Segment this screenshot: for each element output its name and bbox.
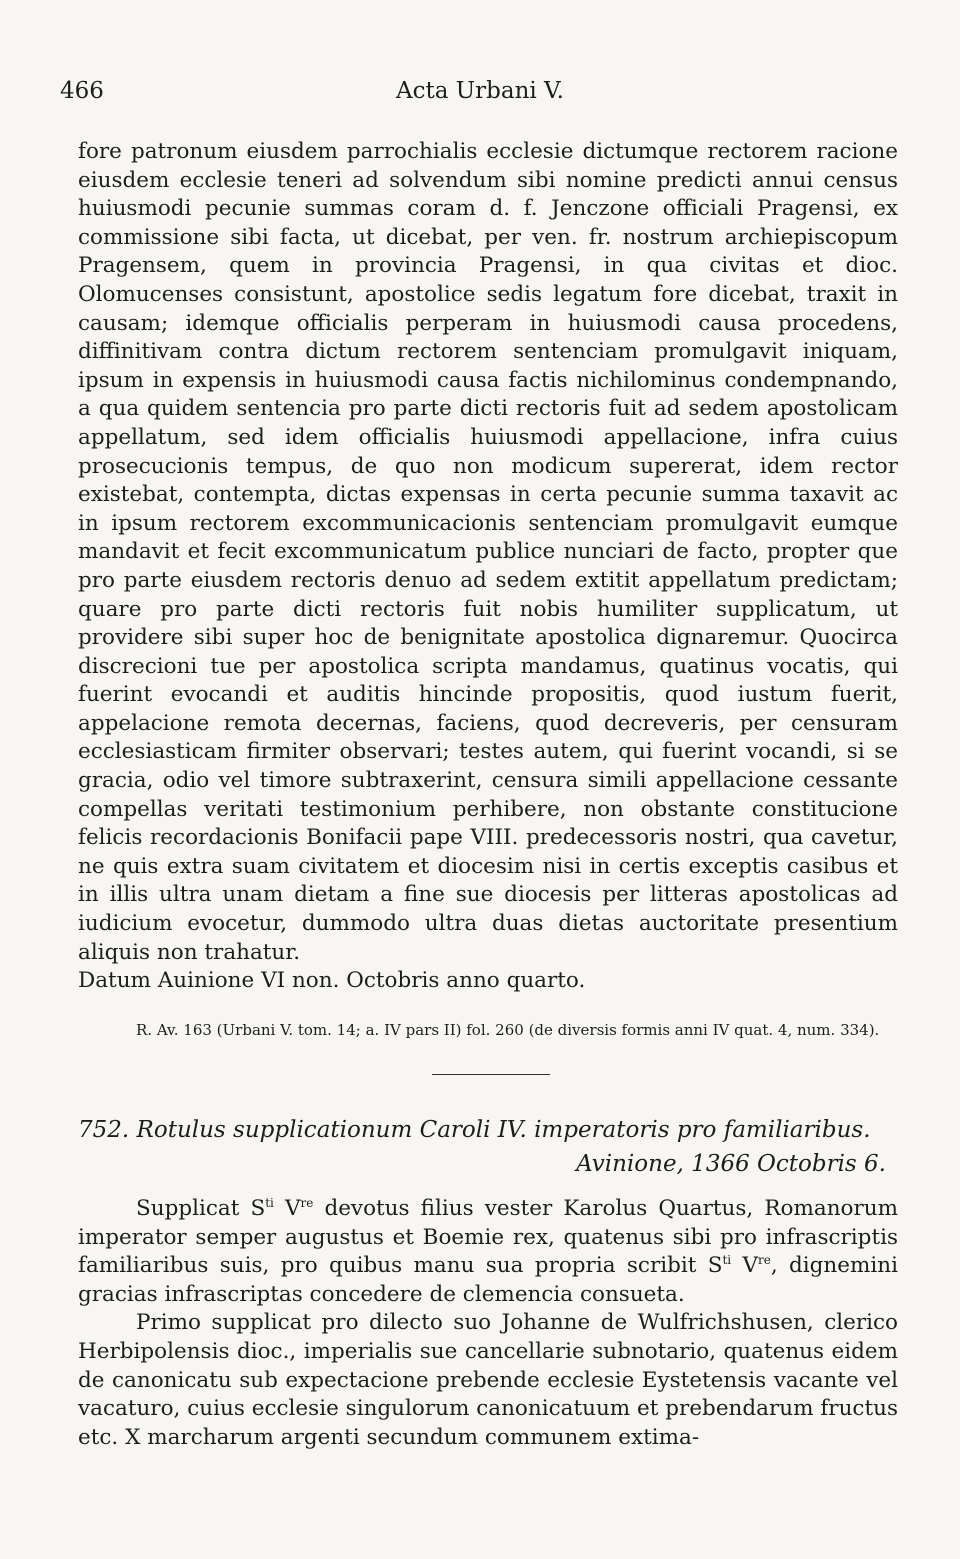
intro-text-a: Supplicat S	[136, 1196, 266, 1221]
superscript-re-2: re	[758, 1253, 771, 1268]
running-title: Acta Urbani V.	[396, 78, 564, 104]
supplication-intro-paragraph	[78, 1195, 898, 1309]
superscript-ti-2: ti	[722, 1253, 732, 1268]
entry-752-body	[78, 1195, 898, 1452]
letter-751-body	[78, 138, 898, 996]
intro-text-d: V	[731, 1253, 758, 1279]
page-number: 466	[60, 78, 104, 104]
letter-body-paragraph: fore patronum eiusdem parrochialis ecclesie dictumque rectorem racione eiusdem ecclesie teneri ad solvendum sibi nomine predicti annui census huiusmodi pecunie summas coram d. f. Jenczone officiali Pragensi, ex commissione sibi facta, ut dicebat, per ven. fr. nostrum archiepiscopum Pragensem, quem in provincia Pragensi, in qua civitas et dioc. Olomucenses consistunt, apostolice sedis legatum fore dicebat, traxit in causam; idemque officialis perperam in huiusmodi causa procedens, diffinitivam contra dictum rectorem sentenciam promulgavit iniquam, ipsum in expensis in huiusmodi causa factis nichilominus condempnando, a qua quidem sentencia pro parte dicti rectoris fuit ad sedem apostolicam appellatum, sed idem officialis huiusmodi appellacione, infra cuius prosecucionis tempus, de quo non modicum supererat, idem rector existebat, contempta, dictas expensas in certa pecunie summa taxavit ac in ipsum rectorem excommunicacionis sentenciam promulgavit eumque mandavit et fecit excommunicatum publice nunciari de facto, propter que pro parte eiusdem rectoris denuo ad sedem extitit appellatum predictam; quare pro parte dicti rectoris fuit nobis humiliter supplicatum, ut providere sibi super hoc de benignitate apostolica dignaremur. Quocirca discrecioni tue per apostolica scripta mandamus, quatinus vocatis, qui fuerint evocandi et auditis hincinde propositis, quod iustum fuerit, appelacione remota decernas, faciens, quod decreveris, per censuram ecclesiasticam firmiter observari; testes autem, qui fuerint vocandi, si se gracia, odio vel timore subtraxerint, censura simili appellacione cessante compellas veritati testimonium perhibere, non obstante constitucione felicis recordacionis Bonifacii pape VIII. predecessoris nostri, qua cavetur, ne quis extra suam civitatem et diocesim nisi in certis exceptis casibus et in illis ultra unam dietam a fine sue diocesis per litteras apostolicas ad iudicium evocetur, dummodo ultra duas dietas auctoritate presentium aliquis non trahatur.	[78, 139, 898, 965]
intro-text-b: V	[273, 1196, 301, 1221]
entry-title: Rotulus supplicationum Caroli IV. imperatoris pro familiaribus.	[136, 1117, 871, 1143]
entry-number: 752.	[78, 1117, 130, 1143]
section-separator	[432, 1074, 550, 1075]
page-header	[60, 78, 920, 118]
archival-reference: R. Av. 163 (Urbani V. tom. 14; a. IV pars II) fol. 260 (de diversis formis anni IV quat. 4, num. 334).	[136, 1021, 880, 1039]
first-supplication-paragraph: Primo supplicat pro dilecto suo Johanne de Wulfrichshusen, clerico Herbipolensis dioc., imperialis sue cancellarie subnotario, quatenus eidem de canonicatu sub expectacione prebende ecclesie Eystetensis vacante vel vacaturo, cuius ecclesie singulorum canonicatuum et prebendarum fructus etc. X marcharum argenti secundum communem extima-	[78, 1310, 898, 1450]
superscript-ti: ti	[265, 1195, 274, 1210]
intro-text-e: , dignemini gracias infrascriptas concedere de clemencia consueta.	[78, 1253, 898, 1307]
intro-text-c: devotus filius vester Karolus Quartus, Romanorum imperator semper augustus et Boemie rex, quatenus sibi pro infrascriptis familiaribus suis, pro quibus manu sua propria scribit S	[78, 1196, 898, 1279]
entry-752-heading	[78, 1113, 898, 1181]
superscript-re: re	[300, 1195, 314, 1210]
dating-clause: Datum Auinione VI non. Octobris anno quarto.	[78, 968, 586, 994]
entry-dateline: Avinione, 1366 Octobris 6.	[576, 1151, 886, 1177]
